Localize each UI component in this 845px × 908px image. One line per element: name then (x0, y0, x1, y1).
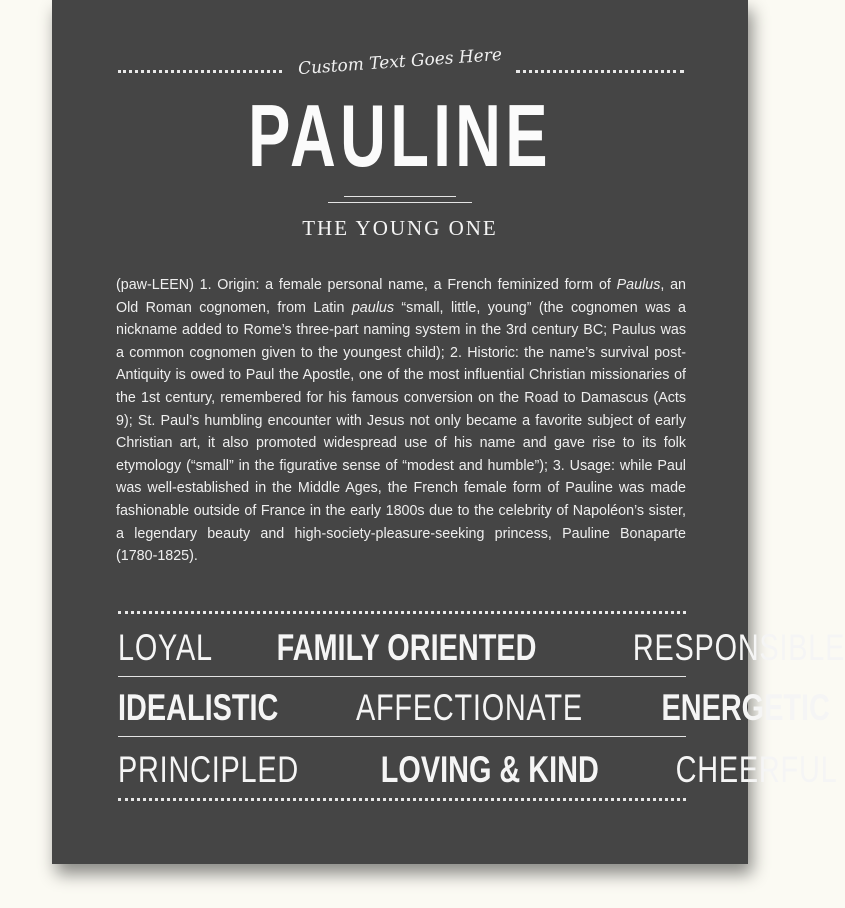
traits-dotted-divider-bottom (118, 798, 686, 801)
name-title: PAULINE (248, 86, 552, 185)
name-meaning: THE YOUNG ONE (302, 216, 498, 240)
definition-text: (paw-LEEN) 1. Origin: a female personal name, a French feminized form of (116, 277, 617, 293)
header-dotted-divider-left (118, 70, 282, 73)
trait-word: FAMILY ORIENTED (276, 627, 536, 668)
definition-text: “small, little, young” (the cognomen was a nickname added to Rome’s three-part naming system in the 3rd century BC; Paulus was a common cognomen given to the youngest child); 2. Historic: the name’s survival post-Antiquity is owed to Paul the Apostle, one of the most influential Christian missionaries of the 1st century, remembered for his famous conversion on the Road to Damascus (Acts 9); St. Paul’s humbling encounter with Jesus not only became a favorite subject of early Christian art, it also promoted widespread use of his name and gave rise to its folk etymology (“small” in the figurative sense of “modest and humble”); 3. Usage: while Paul was well-established in the Middle Ages, the French female form of Pauline was made fashionable outside of France in the early 1800s due to the celebrity of Napoléon’s sister, a legendary beauty and high-society-pleasure-seeking princess, Pauline Bonaparte (1780-1825). (116, 299, 686, 565)
trait-row (118, 624, 845, 672)
title-rule-bottom (328, 202, 472, 203)
trait-word: CHEERFUL (675, 749, 838, 790)
definition-italic-term: paulus (351, 299, 394, 316)
name-definition (116, 274, 686, 568)
traits-dotted-divider-top (118, 611, 686, 614)
trait-row-divider (118, 736, 686, 737)
trait-word: LOVING & KIND (380, 749, 599, 790)
definition-text: , an Old Roman cognomen, from Latin (116, 277, 686, 316)
trait-row-divider (118, 676, 686, 677)
name-poster (52, 0, 845, 864)
trait-word: RESPONSIBLE (632, 627, 845, 668)
trait-word: AFFECTIONATE (355, 687, 583, 728)
trait-row (118, 746, 838, 794)
trait-word: LOYAL (118, 627, 213, 668)
custom-text: Custom Text Goes Here (297, 44, 503, 80)
header-dotted-divider-right (516, 70, 684, 73)
trait-word: IDEALISTIC (118, 687, 279, 728)
title-rule-top (344, 196, 456, 197)
trait-word: PRINCIPLED (118, 749, 300, 790)
definition-italic-term: Paulus (616, 277, 661, 293)
trait-row (118, 684, 831, 732)
trait-word: ENERGETIC (661, 687, 831, 728)
